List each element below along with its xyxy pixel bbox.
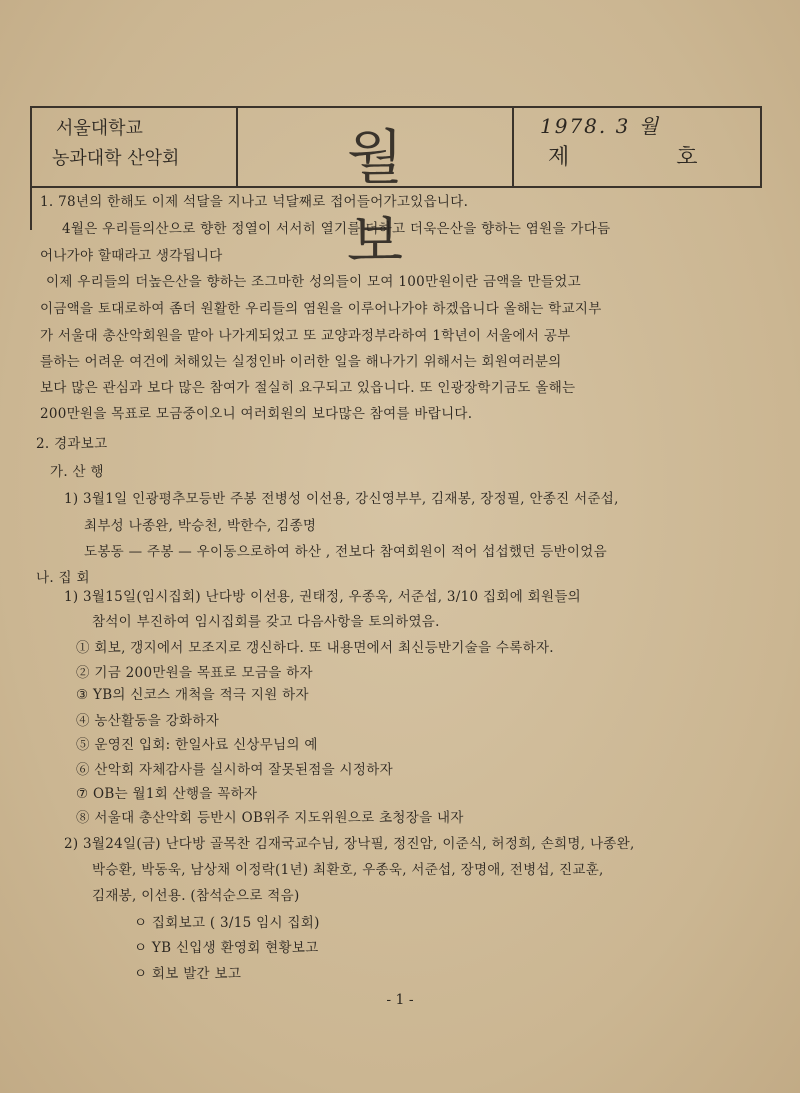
intro-line: 이금액을 토대로하여 좀더 원활한 우리들의 염원을 이루어나가야 하겠읍니다 올해는 학교지부: [40, 301, 602, 317]
issue-number: 제 호: [548, 145, 748, 170]
decision-item: ③ YB의 신코스 개척을 적극 지원 하자: [76, 687, 309, 703]
issue-date: 1978. 3 월: [540, 114, 661, 138]
meeting-line: 박승환, 박동욱, 남상채 이정락(1년) 최환호, 우종욱, 서준섭, 장명애, 전병섭, 진교훈,: [92, 862, 604, 878]
intro-line: 를하는 어려운 여건에 처해있는 실정인바 이러한 일을 해나가기 위해서는 회원여러분의: [40, 354, 562, 370]
decision-item: ⑦ OB는 월1회 산행을 꼭하자: [76, 786, 258, 802]
page-title: 월보: [346, 123, 464, 275]
intro-line: 1. 78년의 한해도 이제 석달을 지나고 넉달째로 접어들어가고있읍니다.: [40, 194, 469, 210]
intro-line: 어나가야 할때라고 생각됩니다: [40, 248, 223, 264]
intro-line: 4월은 우리들의산으로 향한 정열이 서서히 열기를 더하고 더욱은산을 향하는 염원을 가다듬: [62, 221, 611, 237]
decision-item: ⑧ 서울대 총산악회 등반시 OB위주 지도위원으로 초청장을 내자: [76, 810, 464, 826]
subsection-heading: 나. 집 회: [36, 570, 90, 586]
agenda-item: ㅇ 집회보고 ( 3/15 임시 집회): [134, 915, 320, 931]
meeting-line: 참석이 부진하여 임시집회를 갖고 다음사항을 토의하였음.: [92, 614, 440, 630]
meeting-line: 김재봉, 이선용. (참석순으로 적음): [92, 888, 300, 904]
intro-line: 가 서울대 총산악회원을 맡아 나가게되었고 또 교양과정부라하여 1학년이 서울에서 공부: [40, 328, 571, 344]
intro-line: 이제 우리들의 더높은산을 향하는 조그마한 성의들이 모여 100만원이란 금액을 만들었고: [46, 274, 581, 290]
agenda-item: ㅇ YB 신입생 환영회 현황보고: [134, 940, 319, 956]
subsection-heading: 가. 산 행: [50, 464, 104, 480]
section-heading: 2. 경과보고: [36, 436, 108, 452]
intro-line: 200만원을 목표로 모금중이오니 여러회원의 보다많은 참여를 바랍니다.: [40, 406, 473, 422]
org-name-line2: 농과대학 산악회: [52, 148, 180, 169]
org-cell: [32, 108, 238, 186]
date-cell: [514, 108, 760, 186]
hike-item-line: 1) 3월1일 인광평추모등반 주봉 전병성 이선용, 강신영부부, 김재봉, 장정필, 안종진 서준섭,: [64, 491, 619, 507]
decision-item: ① 회보, 갱지에서 모조지로 갱신하다. 또 내용면에서 최신등반기술을 수록하자.: [76, 640, 554, 656]
decision-item: ⑥ 산악회 자체감사를 실시하여 잘못된점을 시정하자: [76, 762, 393, 778]
meeting-line: 2) 3월24일(금) 난다방 골목찬 김재국교수님, 장낙필, 정진암, 이준식, 허정희, 손희명, 나종완,: [64, 836, 635, 852]
decision-item: ② 기금 200만원을 목표로 모금을 하자: [76, 665, 313, 681]
decision-item: ④ 농산활동을 강화하자: [76, 713, 220, 729]
intro-line: 보다 많은 관심과 보다 많은 참여가 절실히 요구되고 있읍니다. 또 인광장학기금도 올해는: [40, 380, 576, 396]
meeting-line: 1) 3월15일(임시집회) 난다방 이선용, 권태정, 우종욱, 서준섭, 3/10 집회에 회원들의: [64, 589, 582, 605]
hike-item-line: 최부성 나종완, 박승천, 박한수, 김종명: [84, 518, 317, 534]
agenda-item: ㅇ 회보 발간 보고: [134, 966, 242, 982]
page-number: - 1 -: [386, 992, 414, 1008]
org-name-line1: 서울대학교: [56, 118, 143, 139]
margin-line: [30, 184, 32, 230]
decision-item: ⑤ 운영진 입회: 한일사료 신상무님의 예: [76, 737, 318, 753]
hike-item-line: 도봉동 — 주봉 — 우이동으로하여 하산 , 전보다 참여회원이 적어 섭섭했던 등반이었음: [84, 544, 607, 560]
